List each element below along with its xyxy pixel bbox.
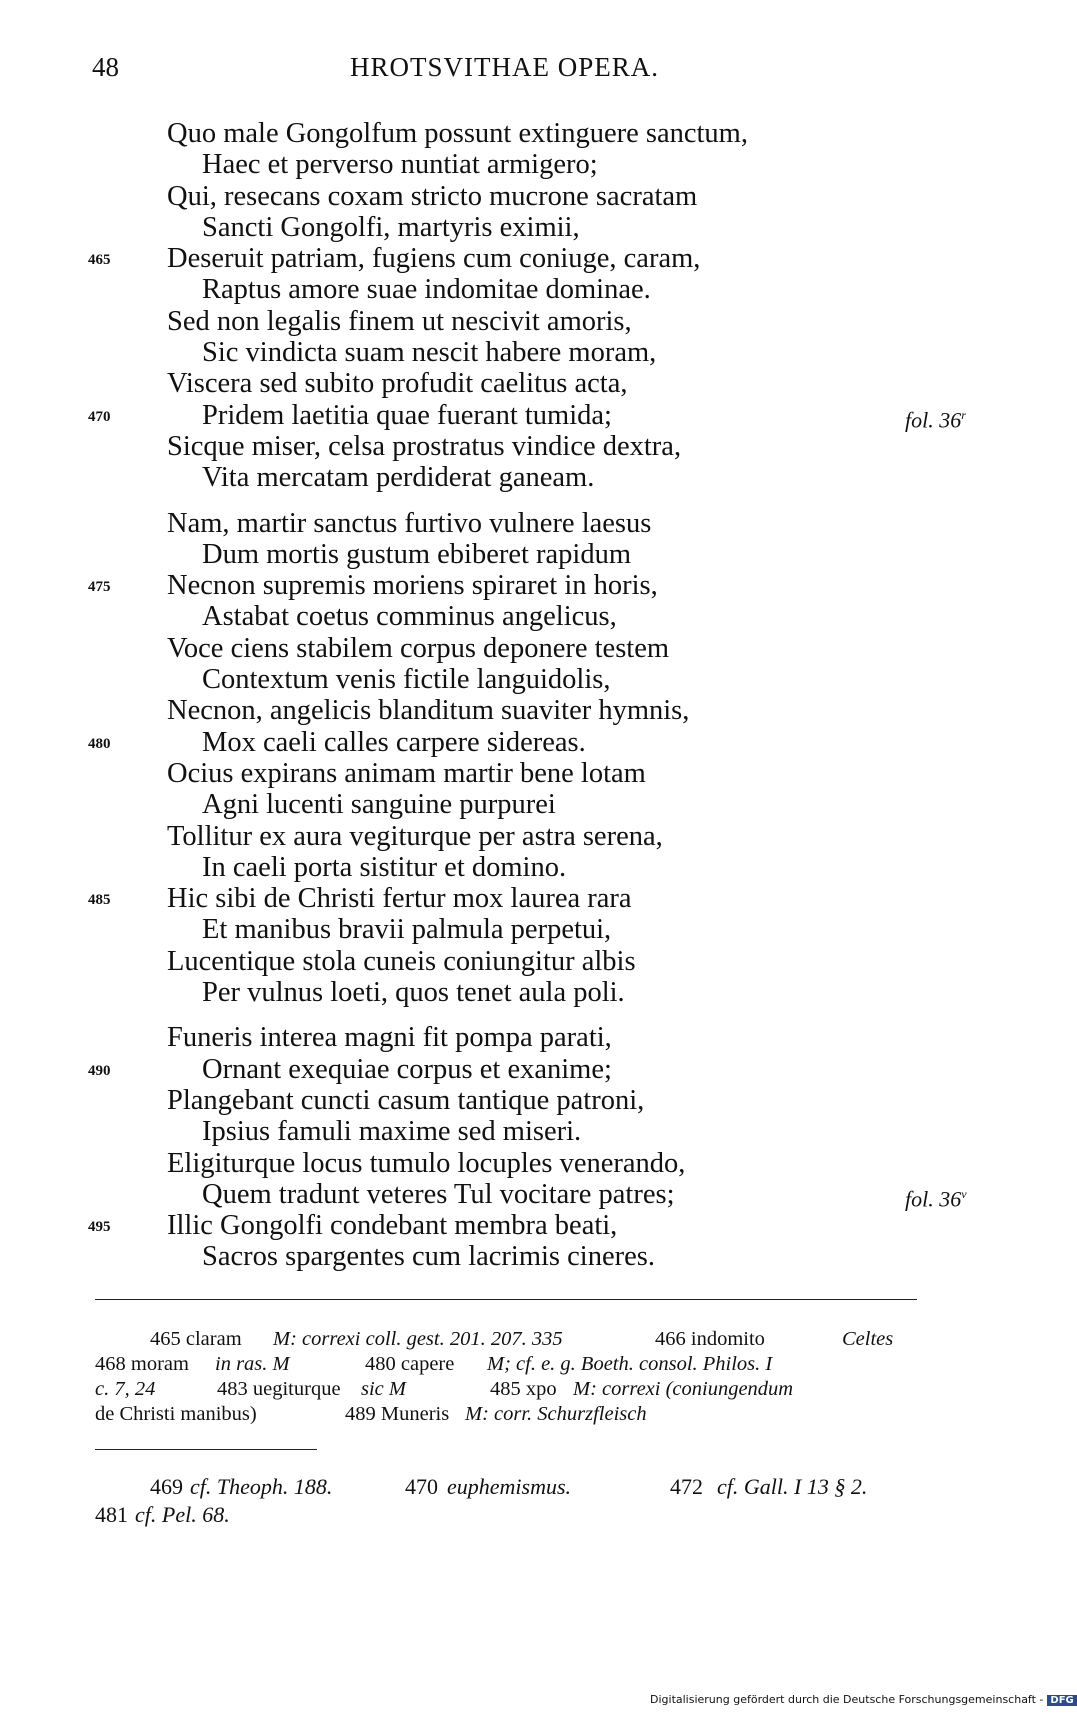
verse-line [0, 914, 1000, 945]
digitization-credit [650, 1693, 1077, 1706]
line-number: 480 [88, 735, 111, 752]
verse-text-line: Tollitur ex aura vegiturque per astra serena, [167, 820, 663, 852]
source-line-number: 469 [150, 1474, 183, 1499]
critical-apparatus [95, 1327, 917, 1427]
verse-text-line: Quem tradunt veteres Tul vocitare patres; [202, 1178, 675, 1210]
verse-text-line: Dum mortis gustum ebiberet rapidum [202, 538, 632, 570]
verse-text-line: Nam, martir sanctus furtivo vulnere laesus [167, 507, 652, 539]
apparatus-note: c. 7, 24 [95, 1378, 156, 1400]
verse-text-line: Pridem laetitia quae fuerant tumida; [202, 399, 612, 431]
verse-line [0, 601, 1000, 632]
verse-line [0, 695, 1000, 726]
verse-line [0, 181, 1000, 212]
verse-text-line: Lucentique stola cuneis coniungitur albis [167, 945, 636, 977]
source-line [95, 1473, 917, 1501]
apparatus-line [95, 1377, 917, 1402]
source-line [95, 1501, 917, 1529]
folio-label: fol. 36 [905, 1186, 962, 1212]
verse-text-line: Quo male Gongolfum possunt extinguere sanctum, [167, 118, 748, 149]
source-line-number: 472 [670, 1474, 703, 1499]
verse-text-line: Haec et perverso nuntiat armigero; [202, 149, 598, 181]
verse-text-line: Voce ciens stabilem corpus deponere testem [167, 632, 670, 664]
source-reference: cf. Gall. I 13 § 2. [717, 1474, 868, 1499]
line-number: 490 [88, 1062, 111, 1079]
dfg-logo: DFG [1047, 1695, 1076, 1706]
apparatus-line [95, 1402, 917, 1427]
verse-line [0, 368, 1000, 399]
verse-line [0, 1148, 1000, 1179]
verse-text-line: Et manibus bravii palmula perpetui, [202, 914, 612, 946]
verse-text-line: Sed non legalis finem ut nescivit amoris, [167, 305, 632, 337]
verse-text-line: Mox caeli calles carpere sidereas. [202, 726, 586, 758]
folio-label: fol. 36 [905, 407, 962, 432]
verse-text-line: Ocius expirans animam martir bene lotam [167, 757, 646, 789]
verse-text-line: In caeli porta sistitur et domino. [202, 851, 567, 883]
apparatus-note: in ras. M [215, 1353, 290, 1375]
verse-line [0, 539, 1000, 570]
line-number: 495 [88, 1219, 111, 1236]
verse-line [0, 977, 1000, 1008]
source-notes [95, 1473, 917, 1529]
verse-text-line: Vita mercatam perdiderat ganeam. [202, 462, 595, 494]
verse-text-line: Funeris interea magni fit pompa parati, [167, 1022, 612, 1054]
verse-line [0, 508, 1000, 539]
verse-text-line: Viscera sed subito profudit caelitus acta, [167, 368, 628, 400]
source-reference: cf. Pel. 68. [135, 1502, 230, 1527]
verse-line [0, 821, 1000, 852]
verse-text-line: Illic Gongolfi condebant membra beati, [167, 1210, 618, 1242]
verse-text [0, 118, 1000, 1273]
verse-line [0, 1054, 1000, 1085]
sources-divider [95, 1449, 317, 1450]
verse-line [0, 431, 1000, 462]
apparatus-lemma: 468 moram [95, 1353, 189, 1375]
verse-text-line: Ipsius famuli maxime sed miseri. [202, 1116, 582, 1148]
verse-line [0, 570, 1000, 601]
verse-line [0, 1179, 1000, 1210]
verse-text-line: Sancti Gongolfi, martyris eximii, [202, 211, 580, 243]
verse-line [0, 883, 1000, 914]
apparatus-lemma: 485 xpo [490, 1378, 557, 1400]
source-reference: cf. Theoph. 188. [190, 1474, 333, 1499]
verse-text-line: Deseruit patriam, fugiens cum coniuge, caram, [167, 243, 701, 275]
line-number: 485 [88, 892, 111, 909]
verse-text-line: Sicque miser, celsa prostratus vindice dextra, [167, 430, 682, 462]
verse-line [0, 1116, 1000, 1147]
folio-side: v [961, 1186, 967, 1201]
verse-text-line: Necnon supremis moriens spiraret in horis, [167, 570, 658, 602]
apparatus-line [95, 1327, 917, 1352]
verse-text-line: Agni lucenti sanguine purpurei [202, 789, 556, 821]
verse-line [0, 664, 1000, 695]
verse-line [0, 243, 1000, 274]
verse-line [0, 758, 1000, 789]
verse-text-line: Eligiturque locus tumulo locuples venerando, [167, 1147, 686, 1179]
verse-text-line: Necnon, angelicis blanditum suaviter hymnis, [167, 695, 690, 727]
source-line-number: 470 [405, 1474, 438, 1499]
page-number: 48 [92, 52, 119, 82]
verse-line [0, 789, 1000, 820]
verse-line [0, 400, 1000, 431]
apparatus-lemma: de Christi manibus) [95, 1403, 257, 1425]
verse-line [0, 852, 1000, 883]
line-number: 470 [88, 408, 111, 425]
apparatus-line [95, 1352, 917, 1377]
apparatus-lemma: 489 Muneris [345, 1403, 450, 1425]
verse-line [0, 633, 1000, 664]
verse-line [0, 462, 1000, 493]
folio-side: r [961, 407, 966, 422]
apparatus-lemma: 465 claram [150, 1328, 242, 1350]
line-number: 475 [88, 579, 111, 596]
apparatus-note: M; cf. e. g. Boeth. consol. Philos. I [487, 1353, 773, 1375]
apparatus-divider [95, 1299, 917, 1300]
source-line-number: 481 [95, 1502, 128, 1527]
verse-text-line: Per vulnus loeti, quos tenet aula poli. [202, 977, 625, 1009]
verse-line [0, 306, 1000, 337]
verse-line [0, 212, 1000, 243]
verse-line [0, 1241, 1000, 1272]
credit-text: Digitalisierung gefördert durch die Deutsche Forschungsgemeinschaft - [650, 1693, 1044, 1706]
source-reference: euphemismus. [447, 1474, 572, 1499]
verse-text-line: Ornant exequiae corpus et exanime; [202, 1053, 612, 1085]
apparatus-note: Celtes [842, 1328, 894, 1350]
folio-marker [905, 400, 966, 436]
verse-line [0, 727, 1000, 758]
verse-text-line: Astabat coetus comminus angelicus, [202, 601, 617, 633]
verse-line [0, 149, 1000, 180]
apparatus-note: M: corr. Schurzfleisch [465, 1403, 647, 1425]
verse-line [0, 1210, 1000, 1241]
verse-text-line: Contextum venis fictile languidolis, [202, 664, 611, 696]
verse-text-line: Sacros spargentes cum lacrimis cineres. [202, 1241, 655, 1273]
apparatus-lemma: 483 uegiturque [217, 1378, 341, 1400]
apparatus-note: M: correxi coll. gest. 201. 207. 335 [273, 1328, 563, 1350]
verse-line [0, 337, 1000, 368]
verse-line [0, 1085, 1000, 1116]
verse-text-line: Hic sibi de Christi fertur mox laurea rara [167, 883, 632, 915]
verse-text-line: Plangebant cuncti casum tantique patroni, [167, 1084, 645, 1116]
verse-line [0, 118, 1000, 149]
verse-line [0, 946, 1000, 977]
verse-line [0, 1022, 1000, 1053]
verse-line [0, 274, 1000, 305]
verse-text-line: Sic vindicta suam nescit habere moram, [202, 337, 657, 369]
verse-text-line: Raptus amore suae indomitae dominae. [202, 274, 651, 306]
line-number: 465 [88, 252, 111, 269]
apparatus-lemma: 466 indomito [655, 1328, 765, 1350]
apparatus-lemma: 480 capere [365, 1353, 455, 1375]
verse-text-line: Qui, resecans coxam stricto mucrone sacratam [167, 180, 698, 212]
running-title: HROTSVITHAE OPERA. [350, 52, 660, 82]
apparatus-note: M: correxi (coniungendum [573, 1378, 794, 1400]
folio-marker [905, 1179, 967, 1215]
page-header [0, 52, 1000, 92]
apparatus-note: sic M [361, 1378, 406, 1400]
